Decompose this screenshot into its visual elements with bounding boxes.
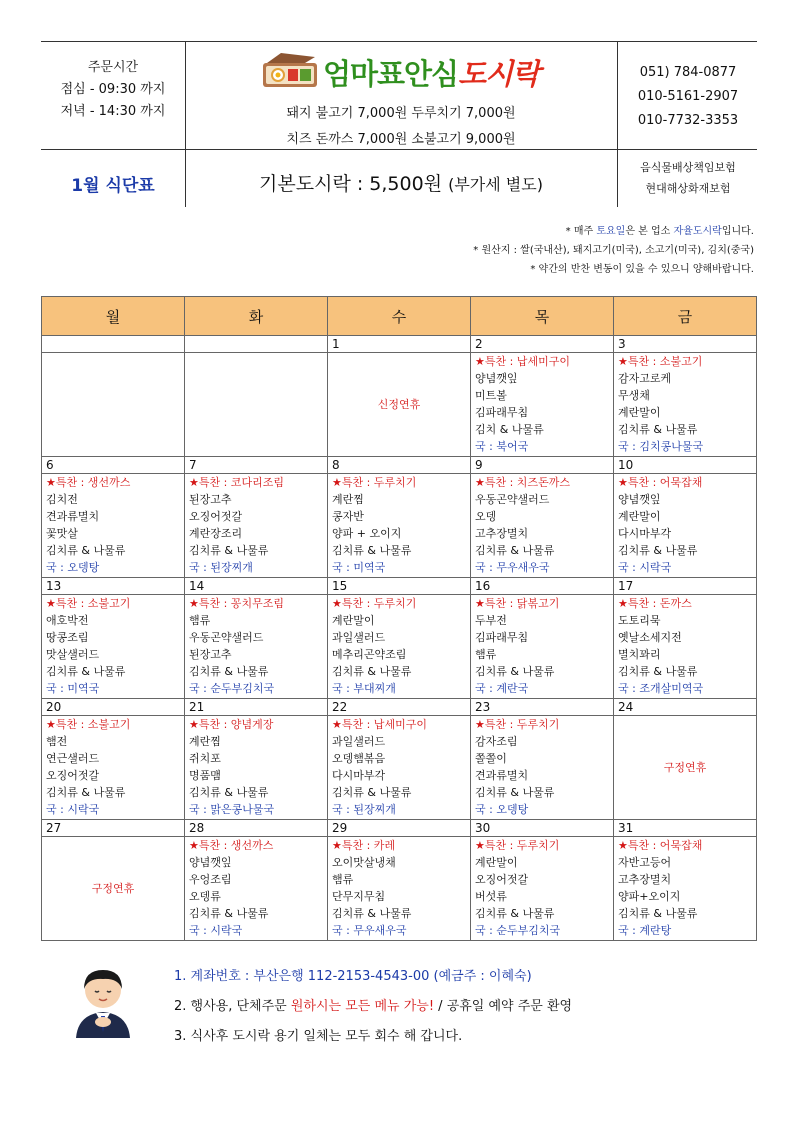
side-dish: 멸치꽈리 bbox=[618, 648, 661, 661]
soup: 국 : 부대찌개 bbox=[332, 682, 396, 695]
menu-cell bbox=[42, 716, 185, 820]
side-dish: 다시마부각 bbox=[332, 769, 386, 782]
side-dish: 오징어젓갈 bbox=[46, 769, 100, 782]
order-hours-title: 주문시간 bbox=[87, 60, 139, 75]
side-dish: 김파래무침 bbox=[475, 631, 529, 644]
date-cell: 31 bbox=[614, 820, 757, 837]
side-dish: 김치류 & 나물류 bbox=[475, 786, 555, 799]
footer-group-order-a: 2. 행사용, 단체주문 bbox=[174, 999, 291, 1014]
special-dish: ★특찬 : 두루치기 bbox=[475, 839, 560, 852]
brand-logo bbox=[261, 49, 561, 91]
side-dish: 김치류 & 나물류 bbox=[332, 786, 412, 799]
special-dish: ★특찬 : 닭볶고기 bbox=[475, 597, 560, 610]
menu-cell bbox=[614, 474, 757, 578]
menu-cell bbox=[471, 595, 614, 699]
special-dish: ★특찬 : 두루치기 bbox=[332, 597, 417, 610]
side-dish: 옛날소세지전 bbox=[618, 631, 682, 644]
side-dish: 쫄쫄이 bbox=[475, 752, 507, 765]
weekday-wed: 수 bbox=[328, 297, 471, 336]
special-dish: ★특찬 : 납세미구이 bbox=[475, 355, 570, 368]
soup: 국 : 오뎅탕 bbox=[46, 561, 100, 574]
special-dish: ★특찬 : 치즈돈까스 bbox=[475, 476, 570, 489]
side-dish: 양념깻잎 bbox=[618, 493, 661, 506]
brand-name-part2: 도시락 bbox=[458, 57, 540, 91]
order-hours-lunch: 점심 - 09:30 까지 bbox=[60, 82, 166, 97]
side-dish: 김치류 & 나물류 bbox=[332, 907, 412, 920]
side-dish: 연근샐러드 bbox=[46, 752, 100, 765]
special-dish: ★특찬 : 어묵잡채 bbox=[618, 839, 703, 852]
side-dish: 과일샐러드 bbox=[332, 735, 386, 748]
side-dish: 감자조림 bbox=[475, 735, 518, 748]
menu-cell bbox=[185, 474, 328, 578]
side-dish: 쥐치포 bbox=[189, 752, 221, 765]
side-dish: 계란말이 bbox=[332, 614, 375, 627]
side-dish: 메추리곤약조림 bbox=[332, 648, 407, 661]
side-dish: 명품맴 bbox=[189, 769, 221, 782]
date-row bbox=[42, 457, 757, 474]
menu-cell bbox=[328, 716, 471, 820]
menu-cell bbox=[471, 716, 614, 820]
special-dish: ★특찬 : 소불고기 bbox=[46, 597, 131, 610]
phone-number-2: 010-5161-2907 bbox=[637, 89, 739, 104]
side-dish: 양념깻잎 bbox=[189, 856, 232, 869]
soup: 국 : 순두부김치국 bbox=[475, 924, 561, 937]
side-dish: 오뎅 bbox=[475, 510, 497, 523]
menu-cell bbox=[614, 595, 757, 699]
side-dish: 미트볼 bbox=[475, 389, 507, 402]
date-row bbox=[42, 336, 757, 353]
side-dish: 김치류 & 나물류 bbox=[475, 907, 555, 920]
price-menu-line-2: 치즈 돈까스 7,000원 소불고기 9,000원 bbox=[286, 132, 516, 147]
header-vline-right bbox=[617, 41, 618, 207]
holiday-cell: 구정연휴 bbox=[42, 837, 185, 941]
side-dish: 김치류 & 나물류 bbox=[189, 544, 269, 557]
side-dish: 오뎅햄볶음 bbox=[332, 752, 386, 765]
side-dish: 햄류 bbox=[332, 873, 354, 886]
soup: 국 : 순두부김치국 bbox=[189, 682, 275, 695]
side-dish: 김치류 & 나물류 bbox=[475, 665, 555, 678]
side-dish: 두부전 bbox=[475, 614, 507, 627]
phone-number-1: 051) 784-0877 bbox=[639, 65, 737, 80]
side-dish: 된장고추 bbox=[189, 493, 232, 506]
menu-cell bbox=[185, 595, 328, 699]
special-dish: ★특찬 : 양념게장 bbox=[189, 718, 274, 731]
special-dish: ★특찬 : 코다리조림 bbox=[189, 476, 284, 489]
menu-row bbox=[42, 474, 757, 578]
side-dish: 버섯류 bbox=[475, 890, 507, 903]
side-dish: 김치전 bbox=[46, 493, 78, 506]
date-cell: 22 bbox=[328, 699, 471, 716]
date-cell: 24 bbox=[614, 699, 757, 716]
soup: 국 : 북어국 bbox=[475, 440, 529, 453]
notes bbox=[473, 222, 754, 279]
menu-cell bbox=[42, 474, 185, 578]
date-cell: 21 bbox=[185, 699, 328, 716]
side-dish: 김치류 & 나물류 bbox=[332, 665, 412, 678]
side-dish: 계란찜 bbox=[189, 735, 221, 748]
note-saturday-c: 은 본 업소 bbox=[625, 226, 674, 237]
side-dish: 견과류멸치 bbox=[46, 510, 100, 523]
menu-cell bbox=[471, 353, 614, 457]
special-dish: ★특찬 : 어묵잡채 bbox=[618, 476, 703, 489]
weekday-tue: 화 bbox=[185, 297, 328, 336]
date-cell: 13 bbox=[42, 578, 185, 595]
date-cell: 15 bbox=[328, 578, 471, 595]
side-dish: 양념깻잎 bbox=[475, 372, 518, 385]
basic-price bbox=[185, 169, 617, 196]
brand-name-part1: 엄마표안심 bbox=[323, 57, 459, 91]
side-dish: 오이맛살냉채 bbox=[332, 856, 396, 869]
date-cell: 27 bbox=[42, 820, 185, 837]
side-dish: 김치류 & 나물류 bbox=[618, 423, 698, 436]
date-cell: 10 bbox=[614, 457, 757, 474]
side-dish: 자반고등어 bbox=[618, 856, 672, 869]
soup: 국 : 오뎅탕 bbox=[475, 803, 529, 816]
special-dish: ★특찬 : 돈까스 bbox=[618, 597, 692, 610]
soup: 국 : 시락국 bbox=[618, 561, 672, 574]
soup: 국 : 계란탕 bbox=[618, 924, 672, 937]
special-dish: ★특찬 : 소불고기 bbox=[618, 355, 703, 368]
soup: 국 : 시락국 bbox=[189, 924, 243, 937]
soup: 국 : 무우새우국 bbox=[475, 561, 550, 574]
basic-price-main: 기본도시락 : 5,500원 bbox=[259, 173, 443, 195]
soup: 국 : 조개살미역국 bbox=[618, 682, 704, 695]
menu-cell bbox=[42, 595, 185, 699]
side-dish: 꽃맛살 bbox=[46, 527, 78, 540]
date-cell: 28 bbox=[185, 820, 328, 837]
note-saturday-b: 토요일 bbox=[596, 226, 626, 237]
side-dish: 단무지무침 bbox=[332, 890, 386, 903]
soup: 국 : 된장찌개 bbox=[332, 803, 396, 816]
weekday-thu: 목 bbox=[471, 297, 614, 336]
menu-cell bbox=[185, 716, 328, 820]
holiday-cell: 신정연휴 bbox=[328, 353, 471, 457]
menu-row bbox=[42, 595, 757, 699]
side-dish: 김치류 & 나물류 bbox=[189, 786, 269, 799]
phone-number-3: 010-7732-3353 bbox=[637, 113, 739, 128]
date-cell: 7 bbox=[185, 457, 328, 474]
date-cell: 8 bbox=[328, 457, 471, 474]
phone-numbers bbox=[619, 61, 757, 133]
note-saturday-e: 입니다. bbox=[721, 226, 754, 237]
side-dish: 우동곤약샐러드 bbox=[475, 493, 550, 506]
date-cell: 3 bbox=[614, 336, 757, 353]
note-saturday bbox=[473, 222, 754, 241]
date-cell: 23 bbox=[471, 699, 614, 716]
special-dish: ★특찬 : 소불고기 bbox=[46, 718, 131, 731]
date-cell: 17 bbox=[614, 578, 757, 595]
soup: 국 : 시락국 bbox=[46, 803, 100, 816]
side-dish: 고추장멸치 bbox=[475, 527, 529, 540]
side-dish: 된장고추 bbox=[189, 648, 232, 661]
date-cell: 6 bbox=[42, 457, 185, 474]
weekday-header-row bbox=[42, 297, 757, 336]
footer-account: 1. 계좌번호 : 부산은행 112-2153-4543-00 (예금주 : 이혜숙) bbox=[174, 969, 532, 984]
side-dish: 김치류 & 나물류 bbox=[189, 665, 269, 678]
side-dish: 고추장멸치 bbox=[618, 873, 672, 886]
soup: 국 : 미역국 bbox=[332, 561, 386, 574]
date-cell bbox=[185, 336, 328, 353]
side-dish: 김치류 & 나물류 bbox=[618, 907, 698, 920]
empty-cell bbox=[185, 353, 328, 457]
side-dish: 무생채 bbox=[618, 389, 650, 402]
side-dish: 우동곤약샐러드 bbox=[189, 631, 264, 644]
side-dish: 애호박전 bbox=[46, 614, 89, 627]
side-dish: 계란말이 bbox=[618, 406, 661, 419]
weekday-mon: 월 bbox=[42, 297, 185, 336]
price-menu-line-1: 돼지 불고기 7,000원 두루치기 7,000원 bbox=[286, 106, 516, 121]
footer-group-order-b: 원하시는 모든 메뉴 가능! bbox=[290, 999, 435, 1014]
side-dish: 계란말이 bbox=[618, 510, 661, 523]
special-dish: ★특찬 : 두루치기 bbox=[332, 476, 417, 489]
side-dish: 콩자반 bbox=[332, 510, 364, 523]
side-dish: 양파 + 오이지 bbox=[332, 527, 402, 540]
side-dish: 김치류 & 나물류 bbox=[618, 544, 698, 557]
footer-notes bbox=[174, 962, 572, 1052]
note-change: * 약간의 반찬 변동이 있을 수 있으니 양해바랍니다. bbox=[530, 264, 754, 275]
menu-row bbox=[42, 353, 757, 457]
side-dish: 계란찜 bbox=[332, 493, 364, 506]
brand-name bbox=[323, 52, 539, 93]
menu-row bbox=[42, 716, 757, 820]
date-row bbox=[42, 820, 757, 837]
note-saturday-d: 자율도시락 bbox=[673, 226, 722, 237]
date-cell: 2 bbox=[471, 336, 614, 353]
side-dish: 김치류 & 나물류 bbox=[332, 544, 412, 557]
menu-cell bbox=[614, 353, 757, 457]
soup: 국 : 미역국 bbox=[46, 682, 100, 695]
special-dish: ★특찬 : 꽁치무조림 bbox=[189, 597, 284, 610]
menu-calendar bbox=[41, 296, 757, 941]
side-dish: 감자고로케 bbox=[618, 372, 672, 385]
date-row bbox=[42, 578, 757, 595]
side-dish: 오징어젓갈 bbox=[475, 873, 529, 886]
side-dish: 다시마부각 bbox=[618, 527, 672, 540]
side-dish: 햄류 bbox=[475, 648, 497, 661]
soup: 국 : 된장찌개 bbox=[189, 561, 253, 574]
header bbox=[41, 41, 757, 207]
menu-cell bbox=[614, 837, 757, 941]
insurance-line-1: 음식물배상책임보험 bbox=[640, 161, 736, 174]
menu-cell bbox=[471, 837, 614, 941]
order-hours bbox=[41, 57, 185, 123]
staff-avatar-icon bbox=[70, 962, 136, 1038]
insurance-line-2: 현대해상화재보험 bbox=[645, 182, 731, 195]
menu-cell bbox=[328, 837, 471, 941]
menu-row bbox=[42, 837, 757, 941]
soup: 국 : 맑은콩나물국 bbox=[189, 803, 275, 816]
insurance-info bbox=[619, 157, 757, 199]
price-menu-lines bbox=[185, 101, 617, 153]
date-cell: 30 bbox=[471, 820, 614, 837]
side-dish: 햄류 bbox=[189, 614, 211, 627]
date-cell: 9 bbox=[471, 457, 614, 474]
side-dish: 김치류 & 나물류 bbox=[189, 907, 269, 920]
special-dish: ★특찬 : 납세미구이 bbox=[332, 718, 427, 731]
side-dish: 오징어젓갈 bbox=[189, 510, 243, 523]
date-row bbox=[42, 699, 757, 716]
side-dish: 계란장조리 bbox=[189, 527, 243, 540]
holiday-cell: 구정연휴 bbox=[614, 716, 757, 820]
date-cell bbox=[42, 336, 185, 353]
side-dish: 햄전 bbox=[46, 735, 68, 748]
side-dish: 오뎅류 bbox=[189, 890, 221, 903]
side-dish: 김치류 & 나물류 bbox=[618, 665, 698, 678]
menu-cell bbox=[471, 474, 614, 578]
side-dish: 김치류 & 나물류 bbox=[46, 786, 126, 799]
empty-cell bbox=[42, 353, 185, 457]
footer-group-order-c: / 공휴일 예약 주문 환영 bbox=[434, 999, 573, 1014]
side-dish: 김치류 & 나물류 bbox=[46, 544, 126, 557]
footer-container-return: 3. 식사후 도시락 용기 일체는 모두 회수 해 갑니다. bbox=[174, 1029, 463, 1044]
soup: 국 : 김치콩나물국 bbox=[618, 440, 704, 453]
side-dish: 견과류멸치 bbox=[475, 769, 529, 782]
menu-cell bbox=[185, 837, 328, 941]
basic-price-sub: (부가세 별도) bbox=[448, 175, 543, 194]
date-cell: 16 bbox=[471, 578, 614, 595]
special-dish: ★특찬 : 두루치기 bbox=[475, 718, 560, 731]
calendar-body bbox=[42, 336, 757, 941]
side-dish: 김치류 & 나물류 bbox=[46, 665, 126, 678]
note-origin: * 원산지 : 쌀(국내산), 돼지고기(미국), 소고기(미국), 김치(중국) bbox=[473, 245, 754, 256]
date-cell: 29 bbox=[328, 820, 471, 837]
side-dish: 김치 & 나물류 bbox=[475, 423, 544, 436]
side-dish: 김파래무침 bbox=[475, 406, 529, 419]
special-dish: ★특찬 : 생선까스 bbox=[46, 476, 131, 489]
order-hours-dinner: 저녁 - 14:30 까지 bbox=[60, 104, 166, 119]
side-dish: 맛살샐러드 bbox=[46, 648, 100, 661]
weekday-fri: 금 bbox=[614, 297, 757, 336]
date-cell: 1 bbox=[328, 336, 471, 353]
special-dish: ★특찬 : 생선까스 bbox=[189, 839, 274, 852]
side-dish: 우엉조림 bbox=[189, 873, 232, 886]
side-dish: 김치류 & 나물류 bbox=[475, 544, 555, 557]
side-dish: 양파+오이지 bbox=[618, 890, 681, 903]
note-saturday-a: * 매주 bbox=[565, 226, 597, 237]
footer-group-order bbox=[174, 992, 572, 1022]
lunchbox-icon bbox=[261, 51, 319, 89]
soup: 국 : 계란국 bbox=[475, 682, 529, 695]
menu-cell bbox=[328, 595, 471, 699]
month-title: 1월 식단표 bbox=[71, 176, 155, 196]
date-cell: 14 bbox=[185, 578, 328, 595]
side-dish: 도토리묵 bbox=[618, 614, 661, 627]
menu-cell bbox=[328, 474, 471, 578]
soup: 국 : 무우새우국 bbox=[332, 924, 407, 937]
side-dish: 계란말이 bbox=[475, 856, 518, 869]
side-dish: 과일샐러드 bbox=[332, 631, 386, 644]
side-dish: 땅콩조림 bbox=[46, 631, 89, 644]
header-top-border bbox=[41, 41, 757, 42]
special-dish: ★특찬 : 카레 bbox=[332, 839, 396, 852]
date-cell: 20 bbox=[42, 699, 185, 716]
